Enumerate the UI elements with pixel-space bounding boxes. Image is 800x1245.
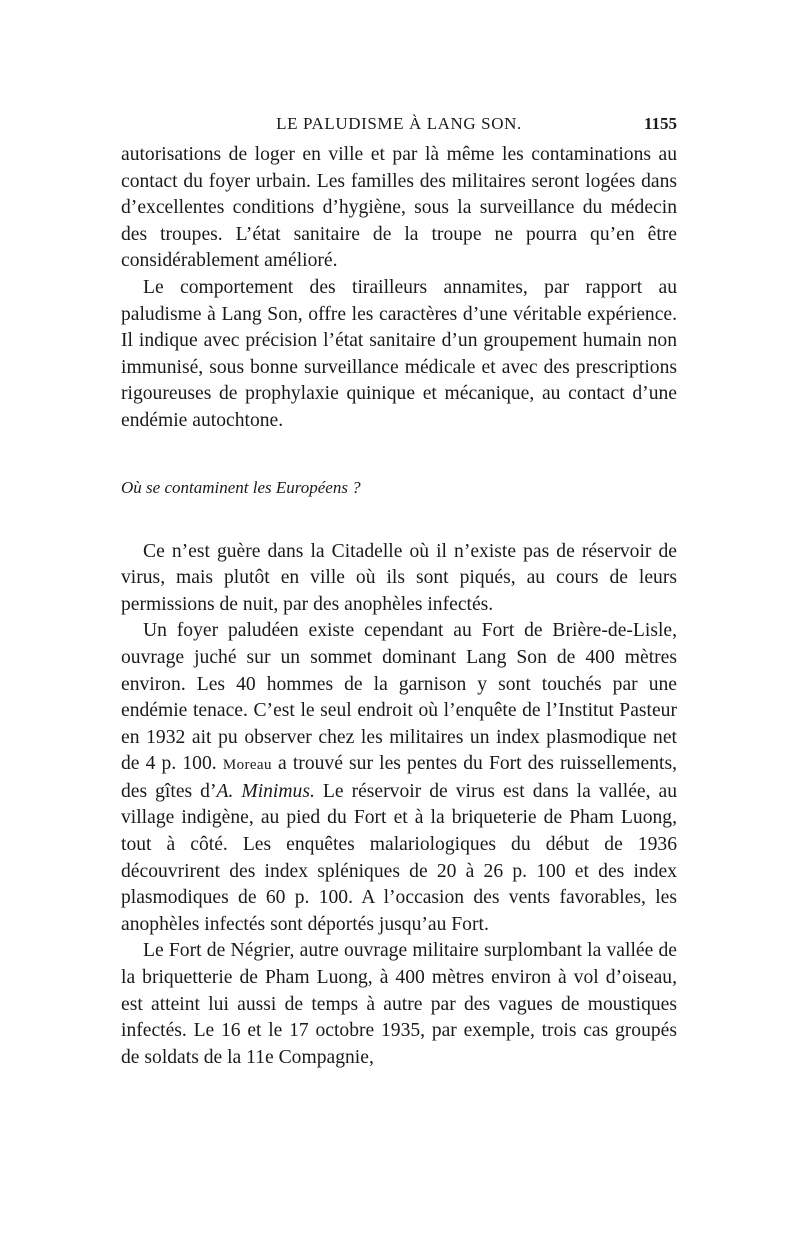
paragraph-4-text-c: Le réservoir de virus est dans la vallée, au village indigène, au pied du Fort et à la briqueterie de Pham Luong, tout à côté. Les enquêtes malariologiques du début de 1936 découvrirent des index spléniques de 20 à 26 p. 100 et des index plasmodiques de 60 p. 100. A l’occasion des vents favorables, les anophèles infectés sont déportés jusqu’au Fort. [121,780,678,935]
running-head: LE PALUDISME À LANG SON. [276,114,522,133]
author-name: Moreau [222,757,272,774]
document-page [121,112,677,1071]
section-heading: Où se contaminent les Européens ? [121,477,361,497]
paragraph-4 [121,618,677,938]
paragraph-5: Le Fort de Négrier, autre ouvrage militaire surplombant la vallée de la briquetterie de Pham Luong, à 400 mètres environ à vol d’oiseau, est atteint lui aussi de temps à autre par des vagues de moustiques infectés. Le 16 et le 17 octobre 1935, par exemple, trois cas groupés de soldats de la 11e Compagnie, [121,940,677,1068]
page-header [121,112,677,142]
page-number: 1155 [643,114,677,133]
paragraph-4-text-b: a trouvé sur les pentes du Fort des ruissellements, des gîtes d’ [121,753,677,802]
paragraph-2: Le comportement des tirailleurs annamites, par rapport au paludisme à Lang Son, offre les caractères d’une véritable expérience. Il indique avec précision l’état sanitaire d’un groupement humain non immunisé, sous bonne surveillance médicale et avec des prescriptions rigoureuses de prophylaxie quinique et mécanique, au contact d’une endémie autochtone. [121,276,677,431]
paragraph-3: Ce n’est guère dans la Citadelle où il n’existe pas de réservoir de virus, mais plutôt en ville où ils sont piqués, au cours de leurs permissions de nuit, par des anophèles infectés. [121,540,677,615]
species-name: A. Minimus. [216,780,315,802]
paragraph-1: autorisations de loger en ville et par là même les contaminations au contact du foyer urbain. Les familles des militaires seront logées dans d’excellentes conditions d’hygiène, sous la surveillance du médecin des troupes. L’état sanitaire de la troupe ne pourra qu’en être considérablement amélioré. [121,144,677,272]
paragraph-4-text-a: Un foyer paludéen existe cependant au Fort de Brière-de-Lisle, ouvrage juché sur un sommet dominant Lang Son de 400 mètres environ. Les 40 hommes de la garnison y sont touchés par une endémie tenace. C’est le seul endroit où l’enquête de l’Institut Pasteur en 1932 ait pu observer chez les militaires un index plasmodique net de 4 p. 100. [121,620,677,775]
